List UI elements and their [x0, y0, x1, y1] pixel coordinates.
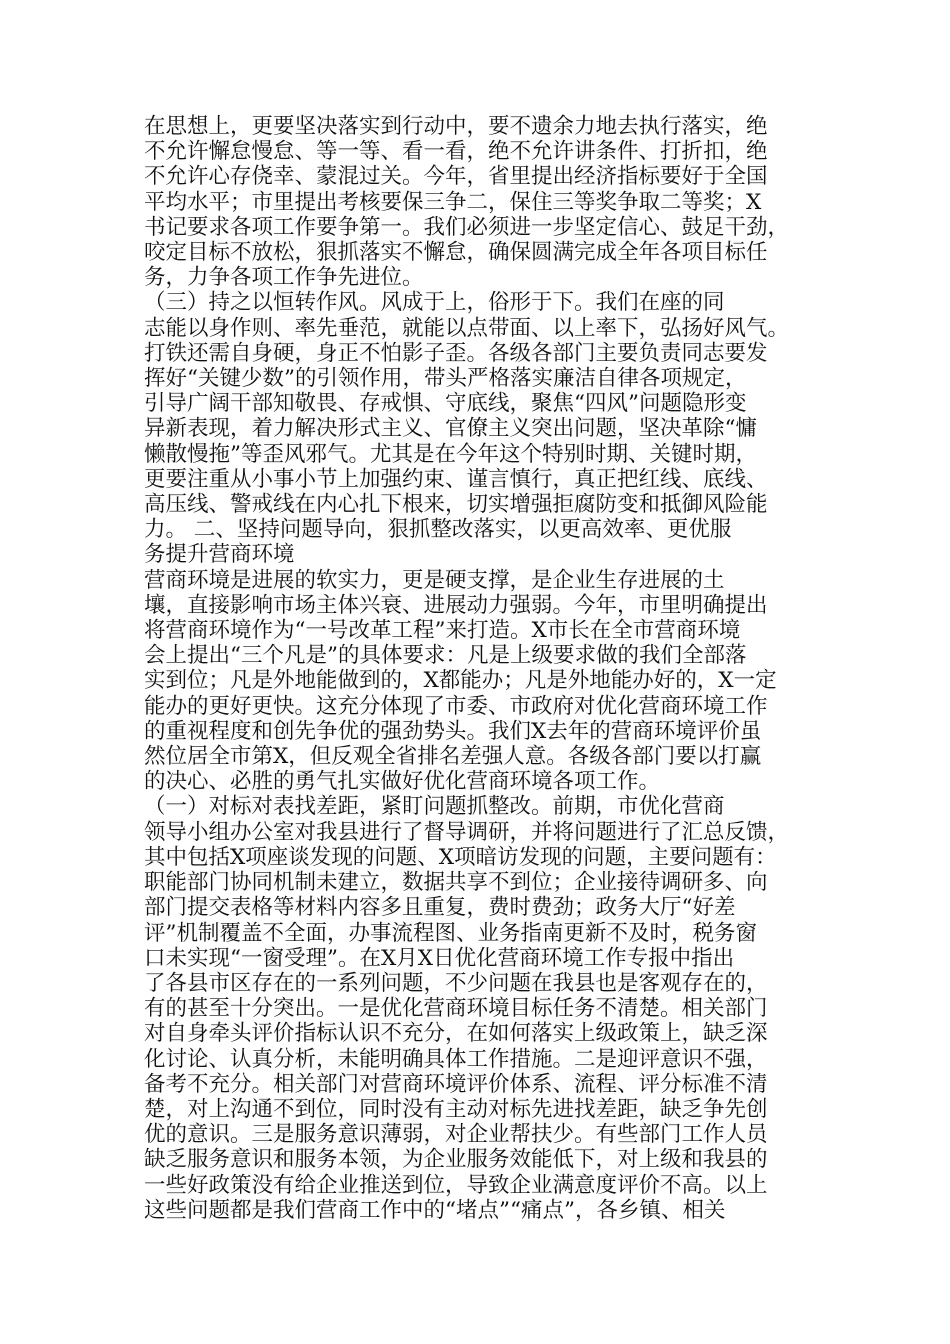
- paragraph-problems: （一）对标对表找差距，紧盯问题抓整改。前期，市优化营商 领导小组办公室对我县进行了督导调研，并将问题进行了汇总反馈， 其中包括X项座谈发现的问题、X项暗访发现的问题，主要问题有： 职能部门协同机制未建立，数据共享不到位；企业接待调研多、向 部门提交表格等材料内容多且重复，费时费劲；政务大厅“好差 评”机制覆盖不全面，办事流程图、业务指南更新不及时，税务窗 口未实现“一窗受理”。在X月X日优化营商环境工作专报中指出 了各县市区存在的一系列问题，不少问题在我县也是客观存在的， 有的甚至十分突出。一是优化营商环境目标任务不清楚。相关部门 对自身牵头评价指标认识不充分，在如何落实上级政策上，缺乏深 化讨论、认真分析，未能明确具体工作措施。二是迎评意识不强， 备考不充分。相关部门对营商环境评价体系、流程、评分标准不清 楚，对上沟通不到位，同时没有主动对标先进找差距，缺乏争先创 优的意识。三是服务意识薄弱，对企业帮扶少。有些部门工作人员 缺乏服务意识和服务本领，为企业服务效能低下，对上级和我县的 一些好政策没有给企业推送到位，导致企业满意度评价不高。以上 这些问题都是我们营商工作中的“堵点”“痛点”，各乡镇、相关: [144, 794, 790, 1223]
- paragraph-commitment: 在思想上，更要坚决落实到行动中，要不遗余力地去执行落实，绝 不允许懈怠慢怠、等一等、看一看，绝不允许讲条件、打折扣，绝 不允许心存侥幸、蒙混过关。今年，省里提出经济指标要好于全国 平均水平；市里提出考核要保三争二，保住三等奖争取二等奖；X 书记要求各项工作要争第一。我们必须进一步坚定信心、鼓足干劲， 咬定目标不放松，狠抓落实不懈怠，确保圆满完成全年各项目标任 务，力争各项工作争先进位。: [144, 114, 790, 291]
- paragraph-business-environment: 营商环境是进展的软实力，更是硬支撑，是企业生存进展的土 壤，直接影响市场主体兴衰、进展动力强弱。今年，市里明确提出 将营商环境作为“一号改革工程”来打造。X市长在全市营商环境 会上提出“三个凡是”的具体要求：凡是上级要求做的我们全部落 实到位；凡是外地能做到的，X都能办；凡是外地能办好的，X一定 能办的更好更快。这充分体现了市委、市政府对优化营商环境工作 的重视程度和创先争优的强劲势头。我们X去年的营商环境评价虽 然位居全市第X，但反观全省排名差强人意。各级各部门要以打赢 的决心、必胜的勇气扎实做好优化营商环境各项工作。: [144, 567, 777, 795]
- paragraph-work-style: （三）持之以恒转作风。风成于上，俗形于下。我们在座的同 志能以身作则、率先垂范，就能以点带面、以上率下，弘扬好风气。 打铁还需自身硬，身正不怕影子歪。各级各部门主要负责同志要发 挥好“关键少数”的引领作用，带头严格落实廉洁自律各项规定， 引导广阔干部知敬畏、存戒惧、守底线，聚焦“四风”问题隐形变 异新表现，着力解决形式主义、官僚主义突出问题，坚决革除“慵 懒散慢拖”等歪风邪气。尤其是在今年这个特别时期、关键时期， 更要注重从小事小节上加强约束、谨言慎行，真正把红线、底线、 高压线、警戒线在内心扎下根来，切实增强拒腐防变和抵御风险能 力。 二、坚持问题导向，狠抓整改落实，以更高效率、更优服 务提升营商环境: [144, 290, 790, 568]
- document-page: [144, 114, 836, 1223]
